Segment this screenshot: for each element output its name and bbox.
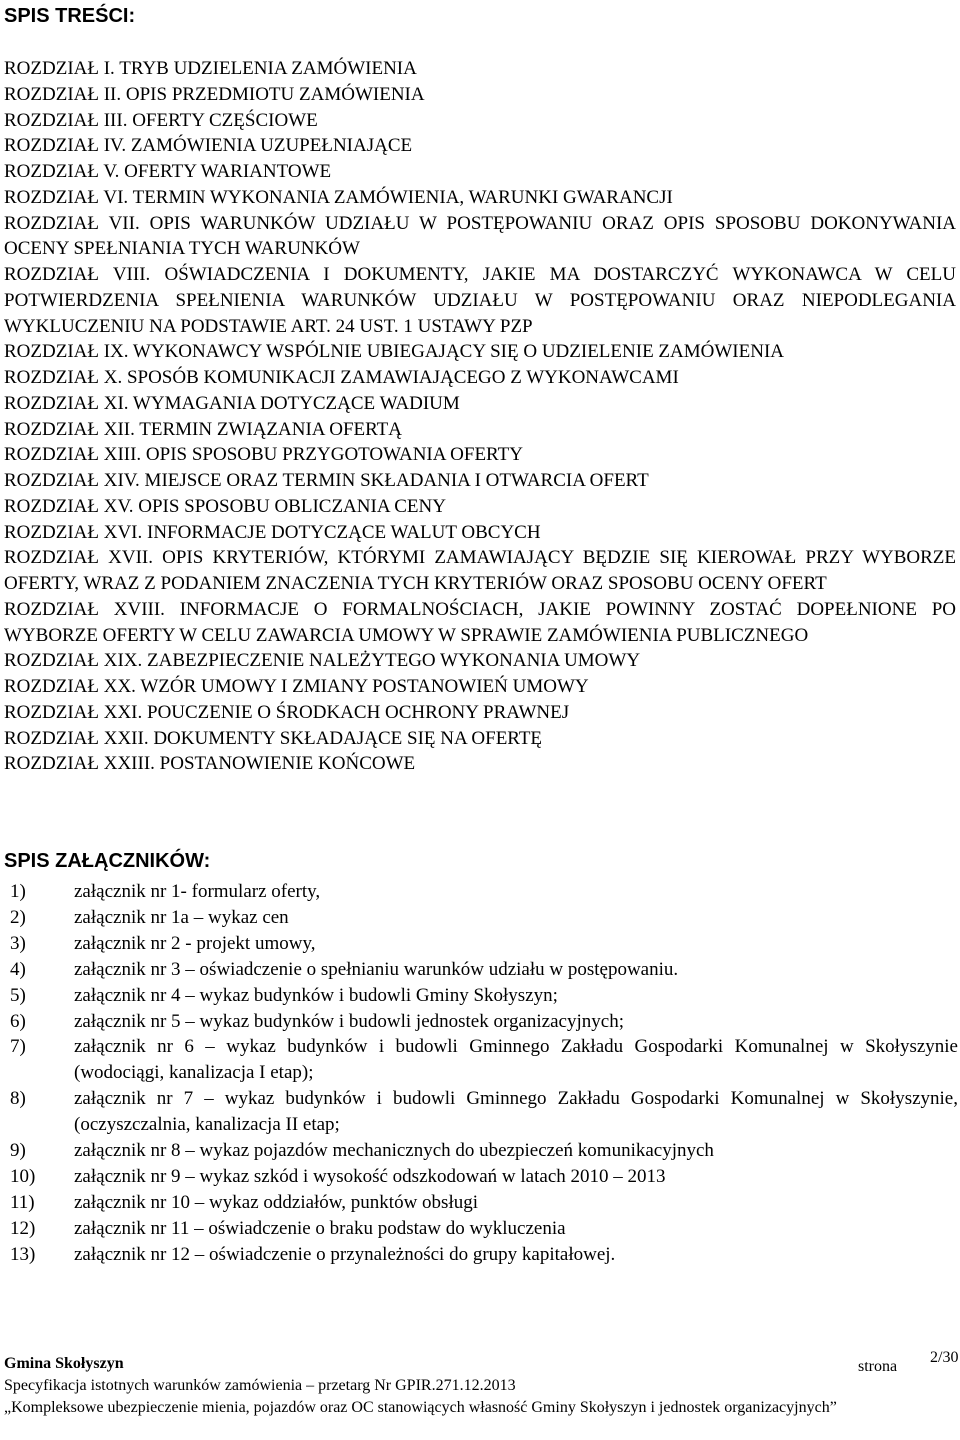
toc-item: ROZDZIAŁ V. OFERTY WARIANTOWE — [4, 161, 332, 182]
list-item-number: 11) — [10, 1191, 35, 1213]
list-item — [0, 1216, 958, 1242]
list-item-text: załącznik nr 4 – wykaz budynków i budowli Gminy Skołyszyn; — [74, 984, 558, 1006]
list-item-number: 6) — [10, 1010, 26, 1032]
table-of-contents — [4, 56, 956, 777]
toc-item: ROZDZIAŁ XXIII. POSTANOWIENIE KOŃCOWE — [4, 753, 416, 775]
toc-item: ROZDZIAŁ XI. WYMAGANIA DOTYCZĄCE WADIUM — [4, 392, 460, 414]
toc-heading: SPIS TREŚCI: — [4, 5, 136, 27]
list-item-number: 4) — [10, 958, 26, 980]
list-item-text: załącznik nr 6 – wykaz budynków i budowli Gminnego Zakładu Gospodarki Komunalnej w Skołyszynie (wodociągi, kanalizacja I etap); — [74, 1036, 958, 1084]
list-item-text: załącznik nr 1a – wykaz cen — [74, 906, 289, 928]
list-item — [0, 931, 958, 957]
list-item-text: załącznik nr 9 – wykaz szkód i wysokość odszkodowań w latach 2010 – 2013 — [74, 1165, 666, 1187]
list-item-text: załącznik nr 10 – wykaz oddziałów, punktów obsługi — [74, 1191, 479, 1213]
list-item — [0, 1242, 958, 1268]
toc-item: ROZDZIAŁ XII. TERMIN ZWIĄZANIA OFERTĄ — [4, 418, 402, 440]
list-item-number: 10) — [10, 1165, 36, 1187]
toc-item: ROZDZIAŁ XIV. MIEJSCE ORAZ TERMIN SKŁADANIA I OTWARCIA OFERT — [4, 470, 649, 491]
toc-item: ROZDZIAŁ II. OPIS PRZEDMIOTU ZAMÓWIENIA — [4, 83, 425, 105]
toc-item: ROZDZIAŁ I. TRYB UDZIELENIA ZAMÓWIENIA — [4, 58, 417, 79]
list-item-number: 1) — [10, 881, 26, 902]
toc-item: ROZDZIAŁ VI. TERMIN WYKONANIA ZAMÓWIENIA, WARUNKI GWARANCJI — [4, 186, 673, 208]
list-item-number: 7) — [10, 1036, 26, 1058]
list-item-text: załącznik nr 12 – oświadczenie o przynależności do grupy kapitałowej. — [74, 1243, 616, 1265]
toc-item: ROZDZIAŁ IV. ZAMÓWIENIA UZUPEŁNIAJĄCE — [4, 135, 413, 157]
list-item-text: załącznik nr 3 – oświadczenie o spełnianiu warunków udziału w postępowaniu. — [74, 958, 679, 980]
page-number: 2/30 — [930, 1349, 959, 1366]
list-item — [0, 1190, 958, 1216]
list-item-text: załącznik nr 11 – oświadczenie o braku podstaw do wykluczenia — [74, 1217, 566, 1239]
toc-item: ROZDZIAŁ X. SPOSÓB KOMUNIKACJI ZAMAWIAJĄCEGO Z WYKONAWCAMI — [4, 367, 679, 388]
toc-item: ROZDZIAŁ XXI. POUCZENIE O ŚRODKACH OCHRONY PRAWNEJ — [4, 701, 570, 723]
list-item-text: załącznik nr 8 – wykaz pojazdów mechanicznych do ubezpieczeń komunikacyjnych — [74, 1140, 714, 1162]
toc-item: ROZDZIAŁ XXII. DOKUMENTY SKŁADAJĄCE SIĘ NA OFERTĘ — [4, 727, 543, 749]
footer-subject: „Kompleksowe ubezpieczenie mienia, pojazdów oraz OC stanowiących własność Gminy Skołyszyn i jednostek organizacyjnych” — [4, 1399, 837, 1416]
footer-spec-title: Specyfikacja istotnych warunków zamówienia – przetarg Nr GPIR.271.12.2013 — [4, 1377, 516, 1394]
list-item-text: załącznik nr 7 – wykaz budynków i budowli Gminnego Zakładu Gospodarki Komunalnej w Skołyszynie, (oczyszczalnia, kanalizacja II etap; — [74, 1088, 958, 1136]
list-item — [0, 1138, 958, 1164]
toc-item: ROZDZIAŁ XVI. INFORMACJE DOTYCZĄCE WALUT OBCYCH — [4, 521, 541, 543]
list-item — [0, 1034, 958, 1086]
toc-item: ROZDZIAŁ III. OFERTY CZĘŚCIOWE — [4, 109, 318, 131]
list-item-number: 12) — [10, 1217, 36, 1239]
toc-item: ROZDZIAŁ XV. OPIS SPOSOBU OBLICZANIA CENY — [4, 495, 446, 517]
list-item-number: 3) — [10, 932, 26, 954]
list-item — [0, 879, 958, 905]
list-item-text: załącznik nr 5 – wykaz budynków i budowli jednostek organizacyjnych; — [74, 1010, 624, 1032]
footer-organization: Gmina Skołyszyn — [4, 1355, 124, 1372]
toc-item: ROZDZIAŁ XIII. OPIS SPOSOBU PRZYGOTOWANIA OFERTY — [4, 444, 523, 466]
list-item — [0, 983, 958, 1009]
list-item-number: 8) — [10, 1088, 26, 1110]
toc-item: ROZDZIAŁ XVII. OPIS KRYTERIÓW, KTÓRYMI ZAMAWIAJĄCY BĘDZIE SIĘ KIEROWAŁ PRZY WYBORZE OFERTY, WRAZ Z PODANIEM ZNACZENIA TYCH KRYTERIÓW ORAZ SPOSOBU OCENY OFERT — [4, 547, 956, 594]
attachments-heading: SPIS ZAŁĄCZNIKÓW: — [4, 850, 211, 872]
toc-item: ROZDZIAŁ IX. WYKONAWCY WSPÓLNIE UBIEGAJĄCY SIĘ O UDZIELENIE ZAMÓWIENIA — [4, 341, 785, 363]
toc-item: ROZDZIAŁ XX. WZÓR UMOWY I ZMIANY POSTANOWIEŃ UMOWY — [4, 676, 589, 697]
attachments-list — [0, 879, 958, 1268]
toc-item: ROZDZIAŁ XIX. ZABEZPIECZENIE NALEŻYTEGO WYKONANIA UMOWY — [4, 650, 641, 672]
list-item-text: załącznik nr 1- formularz oferty, — [74, 881, 321, 902]
list-item-number: 2) — [10, 906, 26, 928]
toc-item: ROZDZIAŁ VIII. OŚWIADCZENIA I DOKUMENTY, JAKIE MA DOSTARCZYĆ WYKONAWCA W CELU POTWIERDZENIA SPEŁNIENIA WARUNKÓW UDZIAŁU W POSTĘPOWANIU ORAZ NIEPODLEGANIA WYKLUCZENIU NA PODSTAWIE ART. 24 UST. 1 USTAWY PZP — [4, 264, 956, 337]
page-label: strona — [858, 1358, 898, 1375]
list-item — [0, 1164, 958, 1190]
list-item-text: załącznik nr 2 - projekt umowy, — [74, 932, 316, 954]
list-item — [0, 1086, 958, 1138]
list-item-number: 13) — [10, 1243, 36, 1265]
list-item-number: 5) — [10, 984, 26, 1006]
list-item — [0, 957, 958, 983]
list-item-number: 9) — [10, 1140, 26, 1162]
list-item — [0, 1009, 958, 1035]
toc-item: ROZDZIAŁ XVIII. INFORMACJE O FORMALNOŚCIACH, JAKIE POWINNY ZOSTAĆ DOPEŁNIONE PO WYBORZE OFERTY W CELU ZAWARCIA UMOWY W SPRAWIE ZAMÓWIENIA PUBLICZNEGO — [4, 598, 956, 646]
list-item — [0, 905, 958, 931]
toc-item: ROZDZIAŁ VII. OPIS WARUNKÓW UDZIAŁU W POSTĘPOWANIU ORAZ OPIS SPOSOBU DOKONYWANIA OCENY SPEŁNIANIA TYCH WARUNKÓW — [4, 212, 956, 260]
